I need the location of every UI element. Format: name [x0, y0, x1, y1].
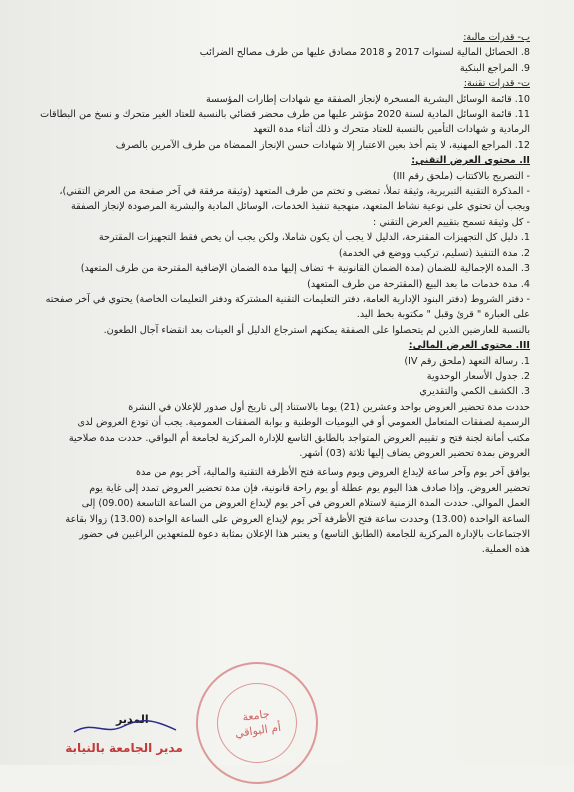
stamp-line-2: أم البواقي [234, 720, 282, 741]
document-line: الاجتماعات بالإدارة المركزية للجامعة (الطابق التاسع) و يعتبر هذا الإعلان بمثابة دعوة للمتعهدين الراغبين في حضور [79, 529, 530, 540]
document-line: الرمادية و شهادات التأمين بالنسبة للعتاد متحرك و ذلك أثناء مدة التعهد [253, 124, 530, 136]
document-line: 8. الحصائل المالية لسنوات 2017 و 2018 مصادق عليها من طرف مصالح الضرائب [199, 47, 530, 59]
director-label: المدير [116, 713, 149, 726]
document-line: - كل وثيقة تسمح بتقييم العرض التقني : [373, 216, 530, 228]
document-line: - التصريح بالاكتتاب (ملحق رقم III) [392, 170, 530, 182]
document-line: العمل الموالي. حددت المدة الزمنية لاستلام العروض في آخر يوم لإيداع العروض من الساعة التاسعة (09.00) إلى [81, 498, 530, 510]
document-line: 3. المدة الإجمالية للضمان (مدة الضمان القانونية + تضاف إليها مدة الضمان الإضافية المقترحة من طرف المتعهد) [80, 263, 530, 275]
document-line: 1. دليل كل التجهيزات المقترحة، الدليل لا يجب أن يكون شاملا، ولكن يجب أن يخص فقط التجهيزات المقترحة [98, 232, 530, 244]
document-line: 2. مدة التنفيذ (تسليم، تركيب ووضع في الخدمة) [338, 247, 530, 259]
document-line: II. محتوى العرض التقني: [411, 155, 530, 167]
stamp-inner-ring [212, 678, 302, 768]
document-line: 9. المراجع البنكية [459, 62, 530, 74]
document-line: ت- قدرات تقنية: [463, 78, 530, 90]
director-signature [64, 718, 184, 762]
document-line: حددت مدة تحضير العروض بواحد وعشرين (21) يوما بالاستناد إلى تاريخ أول صدور للإعلان في النشرة [128, 401, 530, 413]
document-body [10, 30, 530, 558]
stamp-line-1: جامعة [241, 707, 271, 724]
document-line: يوافق آخر يوم وآخر ساعة لإيداع العروض ويوم وساعة فتح الأظرفة التقنية والمالية، آخر يوم من مدة [135, 467, 530, 479]
document-line: على العبارة " قرئ وقبل " مكتوبة بخط اليد. [356, 309, 530, 321]
document-line: ب- قدرات مالية: [463, 32, 530, 43]
document-line: - دفتر الشروط (دفتر البنود الإدارية العامة، دفتر التعليمات التقنية المشتركة ودفتر التعليمات الخاصة) يحتوي في آخر صفحته [45, 293, 530, 305]
signature-text: مدير الجامعة بالنيابة [65, 741, 183, 755]
document-line: بالنسبة للعارضين الذين لم يتحصلوا على الصفقة يمكنهم استرجاع الدليل أو العينات بعد انقضاء آجال الطعون. [103, 324, 530, 336]
document-line: الرسمية لصفقات المتعامل العمومي أو في اليوميات الوطنية و بوابة الصفقات العمومية. يجب أن تودع العروض لدى [77, 417, 530, 429]
document-line: 2. جدول الأسعار الوحدوية [426, 370, 530, 382]
document-line: 1. رسالة التعهد (ملحق رقم IV) [404, 355, 530, 367]
document-line: ويجب أن تحتوي على نوعية نشاط المتعهد، منهجية تنفيذ الخدمات، الوسائل المادية والبشرية المرصودة لإنجاز الصفقة [70, 201, 530, 213]
document-line: هذه العملية. [481, 544, 530, 556]
document-line: الساعة الواحدة (13.00) وحددت ساعة فتح الأظرفة آخر يوم لإيداع العروض على الساعة الواحدة (13.00) زوالا بقاعة [65, 513, 530, 525]
document-line: 3. الكشف الكمي والتقديري [419, 386, 530, 398]
document-line: III. محتوى العرض المالي: [408, 340, 530, 352]
university-stamp [188, 654, 326, 792]
document-line: العروض بمدة تحضير العروض يضاف إليها ثلاثة (03) أشهر. [299, 447, 530, 459]
document-line: مكتب أمانة لجنة فتح و تقييم العروض المتواجد بالطابق التاسع للإدارة المركزية لجامعة أم البواقي. حددت مدة صلاحية [68, 432, 530, 444]
document-line: 11. قائمة الوسائل المادية لسنة 2020 مؤشر عليها من طرف محضر قضائي بالنسبة للعتاد الغير متحرك و نسخ من البطاقات [40, 109, 530, 121]
document-line: 10. قائمة الوسائل البشرية المسخرة لإنجاز الصفقة مع شهادات إطارات المؤسسة [205, 93, 530, 105]
document-line: - المذكرة التقنية التبريرية، وثيقة تملأ، تمضى و تختم من طرف المتعهد (وثيقة مرفقة في آخر صفحة من العرض التقني)، [59, 186, 530, 198]
document-line: 12. المراجع المهنية، لا يتم أخذ بعين الاعتبار إلا شهادات حسن الإنجاز الممضاة من طرف الآمرين بالصرف [115, 139, 530, 151]
signature-scribble-icon [64, 718, 184, 738]
document-line: 4. مدة خدمات ما بعد البيع (المقترحة من طرف المتعهد) [307, 278, 530, 290]
document-line: تحضير العروض. وإذا صادف هذا اليوم يوم عطلة أو يوم راحة قانونية، فإن مدة تحضير العروض تمدد إلى غاية يوم [89, 482, 530, 494]
